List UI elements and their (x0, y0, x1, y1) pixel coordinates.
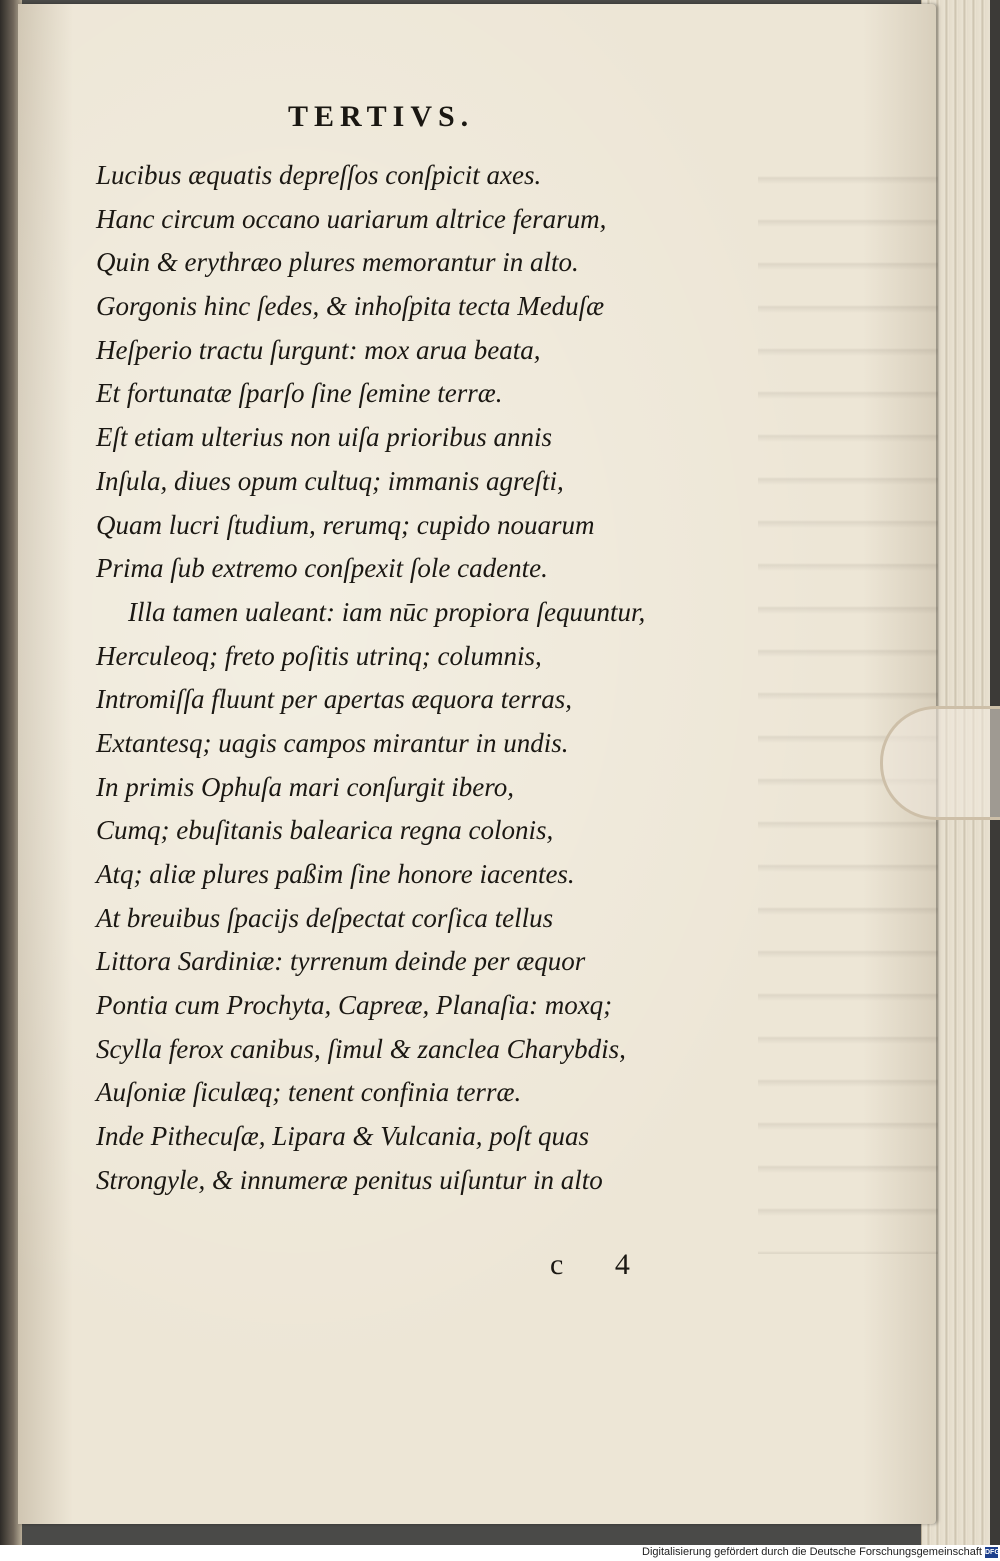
verse-line: Eſt etiam ulterius non uiſa prioribus annis (96, 422, 553, 453)
verse-line: Quin & erythræo plures memorantur in alto. (96, 247, 579, 278)
page-clip (880, 706, 1000, 820)
verse-line: Et fortunatæ ſparſo ſine ſemine terræ. (96, 378, 503, 409)
verse-line: Pontia cum Prochyta, Capreæ, Planaſia: moxq; (96, 990, 613, 1021)
show-through-text (758, 154, 938, 1254)
footer-bar (0, 1545, 1000, 1561)
verse-text (96, 154, 736, 1203)
verse-line: Gorgonis hinc ſedes, & inhoſpita tecta Meduſæ (96, 291, 605, 322)
verse-line: Extantesq; uagis campos mirantur in undis. (96, 727, 569, 758)
verse-line: Atq; aliæ plures paßim ſine honore iacentes. (96, 859, 575, 889)
verse-line: Littora Sardiniæ: tyrrenum deinde per æquor (96, 946, 586, 977)
verse-line: Cumq; ebuſitanis balearica regna colonis, (96, 815, 554, 846)
verse-line: Lucibus æquatis depreſſos conſpicit axes. (96, 160, 542, 190)
verse-line: Inde Pithecuſæ, Lipara & Vulcania, poſt quas (96, 1121, 589, 1152)
verse-line: Intromiſſa fluunt per apertas æquora terras, (96, 684, 573, 715)
signature-mark: c 4 (550, 1248, 652, 1281)
dfg-logo-icon: DFG (985, 1549, 1000, 1556)
verse-line: Scylla ferox canibus, ſimul & zanclea Charybdis, (96, 1033, 626, 1064)
verse-line: At breuibus ſpacijs deſpectat corſica tellus (96, 902, 554, 933)
verse-line: Strongyle, & innumeræ penitus uiſuntur in alto (96, 1164, 603, 1195)
verse-line: Inſula, diues opum cultuq; immanis agreſti, (96, 465, 564, 496)
verse-line: Illa tamen ualeant: iam nūc propiora ſequuntur, (128, 596, 646, 627)
verse-line: Prima ſub extremo conſpexit ſole cadente. (96, 553, 548, 584)
verse-line: Heſperio tractu ſurgunt: mox arua beata, (96, 334, 541, 365)
verse-line: Auſoniæ ſiculæq; tenent confinia terræ. (96, 1077, 522, 1108)
verse-line: Quam lucri ſtudium, rerumq; cupido nouarum (96, 509, 595, 540)
verse-line: Herculeoq; freto poſitis utrinq; columnis, (96, 640, 542, 671)
verse-line: Hanc circum occano uariarum altrice ferarum, (96, 203, 607, 234)
running-head: TERTIVS. (288, 100, 475, 133)
funding-credit: Digitalisierung gefördert durch die Deutsche Forschungsgemeinschaft (642, 1546, 982, 1558)
verse-line: In primis Ophuſa mari conſurgit ibero, (96, 771, 514, 802)
